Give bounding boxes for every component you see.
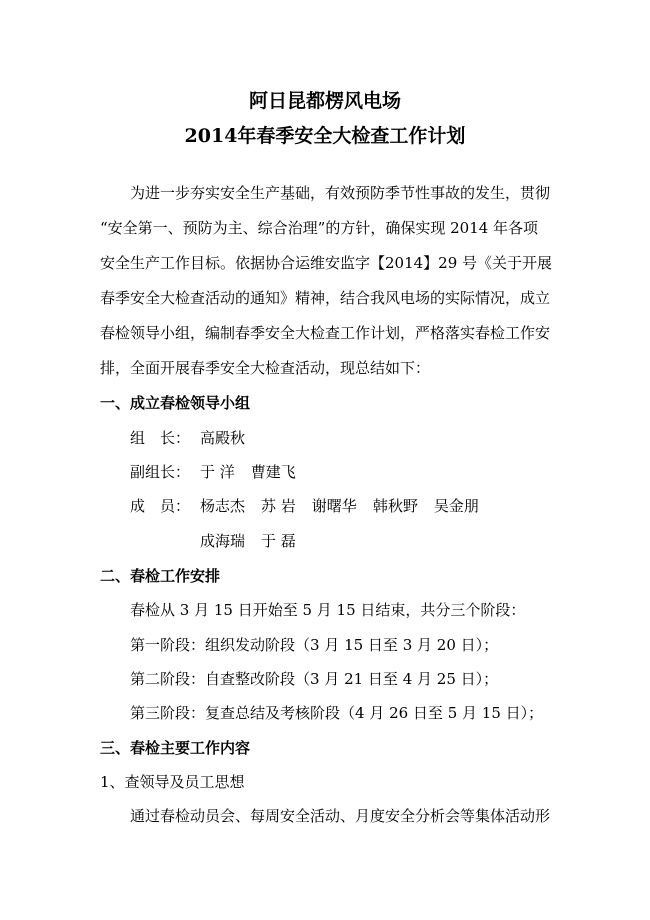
member-name: 杨志杰 xyxy=(200,497,246,515)
member-name: 成海瑞 xyxy=(200,532,246,550)
members-label: 成 员： xyxy=(130,497,191,515)
intro-line-1: 为进一步夯实安全生产基础，有效预防季节性事故的发生，贯彻 xyxy=(130,184,551,202)
deputy-name: 于 洋 xyxy=(200,463,235,481)
schedule-line-2: 第一阶段：组织发动阶段（3 月 15 日至 3 月 20 日）； xyxy=(130,636,499,654)
intro-line-3: 安全生产工作目标。依据协合运维安监字【2014】29 号《关于开展 xyxy=(100,254,553,272)
leader-row xyxy=(130,428,245,448)
leader-label: 组 长： xyxy=(130,429,191,447)
schedule-line-1: 春检从 3 月 15 日开始至 5 月 15 日结束，共分三个阶段： xyxy=(130,601,526,619)
intro-line-6: 排，全面开展春季安全大检查活动，现总结如下： xyxy=(100,359,431,377)
member-name: 苏 岩 xyxy=(261,497,296,515)
intro-line-4: 春季安全大检查活动的通知》精神，结合我风电场的实际情况，成立 xyxy=(100,289,551,307)
schedule-line-4: 第三阶段：复查总结及考核阶段（4 月 26 日至 5 月 15 日）； xyxy=(130,704,544,722)
section2-heading: 二、春检工作安排 xyxy=(100,567,221,585)
leader-name: 高殿秋 xyxy=(200,429,246,447)
member-name: 韩秋野 xyxy=(372,497,418,515)
section3-heading: 三、春检主要工作内容 xyxy=(100,739,251,757)
member-name: 吴金朋 xyxy=(433,497,479,515)
schedule-line-3: 第二阶段：自查整改阶段（3 月 21 日至 4 月 25 日）； xyxy=(130,670,499,688)
deputy-name: 曹建飞 xyxy=(250,463,296,481)
intro-line-2: “安全第一、预防为主、综合治理”的方针，确保实现 2014 年各项 xyxy=(100,219,539,237)
section1-heading: 一、成立春检领导小组 xyxy=(100,394,251,412)
member-name: 于 磊 xyxy=(261,532,296,550)
deputy-label: 副组长： xyxy=(130,463,191,481)
member-name: 谢曙华 xyxy=(311,497,357,515)
section3-subheading: 1、查领导及员工思想 xyxy=(100,773,245,791)
members-row xyxy=(130,496,479,516)
document-title-line1: 阿日昆都楞风电场 xyxy=(248,90,401,112)
members-row-continued xyxy=(200,531,296,551)
document-title-line2: 2014年春季安全大检查工作计划 xyxy=(184,125,466,147)
deputy-row xyxy=(130,462,296,482)
intro-line-5: 春检领导小组，编制春季安全大检查工作计划，严格落实春检工作安 xyxy=(100,324,551,342)
section3-line: 通过春检动员会、每周安全活动、月度安全分析会等集体活动形 xyxy=(130,807,551,825)
